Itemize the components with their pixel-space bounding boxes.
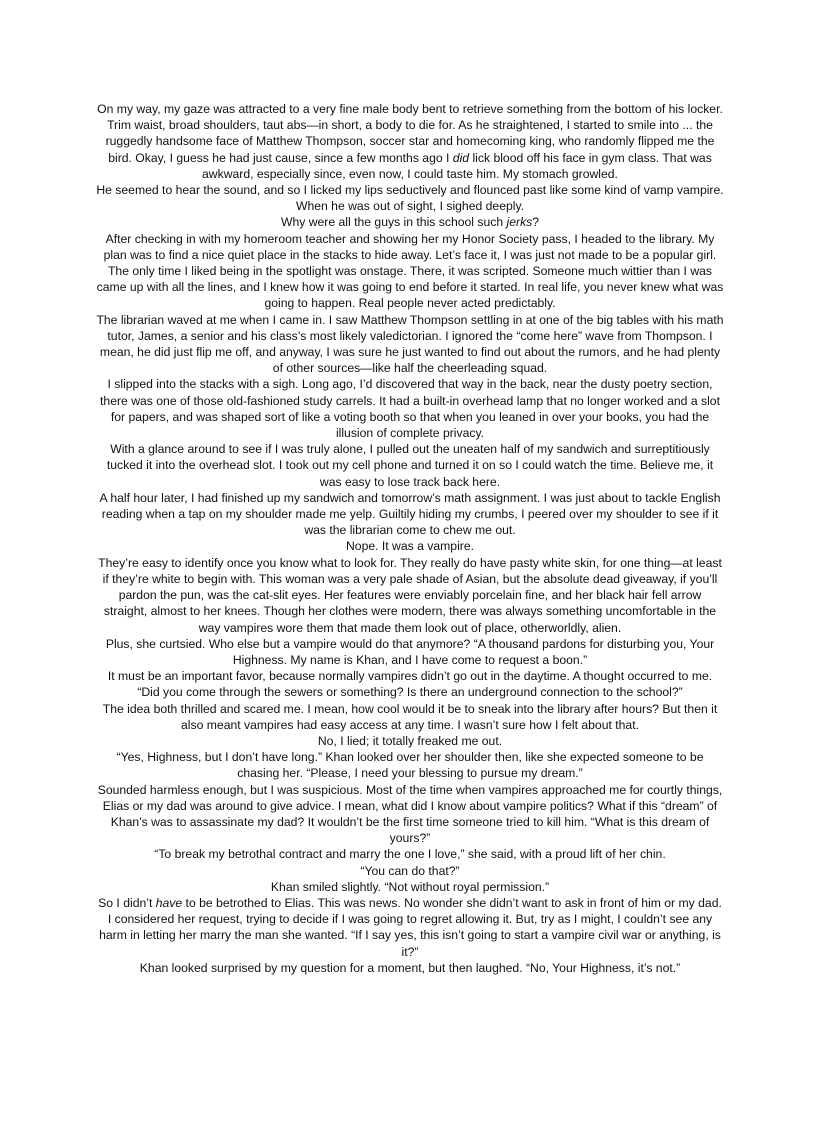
paragraph: He seemed to hear the sound, and so I licked my lips seductively and flounced past like some kind of vamp vampire.: [96, 183, 724, 198]
emphasis: did: [452, 150, 470, 165]
paragraph: No, I lied; it totally freaked me out.: [317, 733, 503, 748]
paragraph: They’re easy to identify once you know what to look for. They really do have pasty white skin, for one thing—at least if they’re white to begin with. This woman was a very pale shade of Asian, but the absolute dead giveaway, if you’ll pardon the pun, was the cat-slit eyes. Her features were enviably porcelain fine, and her black hair fell arrow straight, almost to her knees. Though her clothes were modern, there was always something uncomfortable in the way vampires wore them that made them look out of place, otherworldly, alien.: [98, 555, 722, 635]
paragraph: The idea both thrilled and scared me. I mean, how cool would it be to sneak into the library after hours? But then it also meant vampires had easy access at any time. I wasn’t sure how I felt about that.: [102, 701, 718, 732]
emphasis: jerks: [506, 215, 533, 230]
paragraph: So I didn’t have to be betrothed to Elias. This was news. No wonder she didn’t want to ask in front of him or my dad.: [98, 895, 722, 910]
paragraph: “Yes, Highness, but I don’t have long.” Khan looked over her shoulder then, like she expected someone to be chasing her. “Please, I need your blessing to pursue my dream.”: [116, 750, 704, 781]
paragraph: Nope. It was a vampire.: [345, 539, 475, 554]
paragraph: Khan smiled slightly. “Not without royal permission.”: [270, 879, 550, 894]
paragraph: After checking in with my homeroom teacher and showing her my Honor Society pass, I headed to the library. My plan was to find a nice quiet place in the stacks to hide away. Let’s face it, I was just not made to be a popular girl. The only time I liked being in the spotlight was onstage. There, it was scripted. Someone much wittier than I was came up with all the lines, and I knew how it was going to end before it started. In real life, you never knew what was going to happen. Real people never acted predictably.: [96, 231, 724, 311]
paragraph: Why were all the guys in this school such jerks?: [280, 215, 540, 230]
paragraph: When he was out of sight, I sighed deeply.: [295, 199, 525, 214]
paragraph: A half hour later, I had finished up my sandwich and tomorrow’s math assignment. I was just about to tackle English reading when a tap on my shoulder made me yelp. Guiltily hiding my crumbs, I peered over my shoulder to see if it was the librarian come to chew me out.: [99, 490, 721, 538]
paragraph: Khan looked surprised by my question for a moment, but then laughed. “No, Your Highness, it’s not.”: [139, 960, 681, 975]
paragraph: With a glance around to see if I was truly alone, I pulled out the uneaten half of my sandwich and surreptitiously tucked it into the overhead slot. I took out my cell phone and turned it on so I could watch the time. Believe me, it was easy to lose track back here.: [106, 442, 714, 489]
paragraph: “To break my betrothal contract and marry the one I love,” she said, with a proud lift of her chin.: [154, 847, 666, 862]
paragraph: Plus, she curtsied. Who else but a vampire would do that anymore? “A thousand pardons for disturbing you, Your Highness. My name is Khan, and I have come to request a boon.”: [105, 636, 715, 667]
paragraph: Sounded harmless enough, but I was suspicious. Most of the time when vampires approached me for courtly things, Elias or my dad was around to give advice. I mean, what did I know about vampire politics? What if this “dream” of Khan’s was to assassinate my dad? It wouldn’t be the first time someone tried to kill him. “What is this dream of yours?”: [97, 782, 723, 846]
paragraph: It must be an important favor, because normally vampires didn’t go out in the daytime. A thought occurred to me. “Did you come through the sewers or something? Is there an underground connection to the school?”: [107, 669, 713, 700]
document-page: [96, 101, 724, 976]
paragraph: I slipped into the stacks with a sigh. Long ago, I’d discovered that way in the back, near the dusty poetry section, there was one of those old-fashioned study carrels. It had a built-in overhead lamp that no longer worked and a slot for papers, and was shaped sort of like a voting booth so that when you leaned in over your books, you had the illusion of complete privacy.: [100, 377, 720, 441]
paragraph: On my way, my gaze was attracted to a very fine male body bent to retrieve something from the bottom of his locker. Trim waist, broad shoulders, taut abs—in short, a body to die for. As he straightened, I started to smile into ... the ruggedly handsome face of Matthew Thompson, soccer star and homecoming king, who randomly flipped me the bird. Okay, I guess he had just cause, since a few months ago I did lick blood off his face in gym class. That was awkward, especially since, even now, I could taste him. My stomach growled.: [97, 102, 723, 181]
paragraph: The librarian waved at me when I came in. I saw Matthew Thompson settling in at one of the big tables with his math tutor, James, a senior and his class’s most likely valedictorian. I ignored the “come here” wave from Thompson. I mean, he did just flip me off, and anyway, I was sure he just wanted to find out about the rumors, and he had plenty of other sources—like half the cheerleading squad.: [96, 312, 724, 376]
paragraph: I considered her request, trying to decide if I was going to regret allowing it. But, try as I might, I couldn’t see any harm in letting her marry the man she wanted. “If I say yes, this isn’t going to start a vampire civil war or anything, is it?”: [99, 912, 721, 959]
emphasis: have: [155, 895, 183, 910]
paragraph: “You can do that?”: [360, 863, 460, 878]
